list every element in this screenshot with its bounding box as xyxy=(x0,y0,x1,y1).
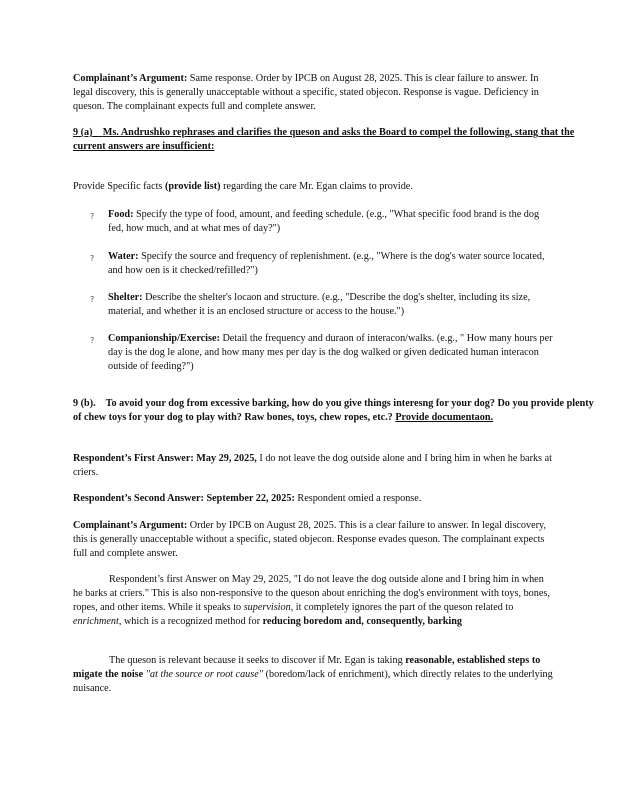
para-text: Respondent’s first Answer on May 29, 2025, "I do not leave the dog outside alone and I bring him in when he barks at criers." This is also non-responsive to the queson about enriching the dog's environment with toys, bones, ropes, and other items. While it speaks to xyxy=(73,574,550,613)
provide-pre: Provide Specific facts xyxy=(73,181,165,192)
argument-text: Order by IPCB on August 28, 2025. This is a clear failure to answer. In legal discovery, this is generally unacceptable without a specific, stated objecon. Response evades queson. The complainant expects full and complete answer. xyxy=(73,520,547,559)
bullet-label: Water: xyxy=(108,251,139,262)
bullet-text: Specify the source and frequency of replenishment. (e.g., "Where is the dog's water source located, and how oen is it checked/refilled?") xyxy=(108,251,545,276)
para-text: , it completely ignores the part of the queson related to xyxy=(290,602,514,613)
answer-label: Respondent’s Second Answer: September 22, 2025: xyxy=(73,493,295,504)
complainant-argument-1 xyxy=(73,72,553,114)
question-9a xyxy=(73,126,598,154)
para-italic: supervision xyxy=(243,602,291,613)
question-text: Ms. Andrushko rephrases and clarifies the queson and asks the Board to compel the following, stang that the current answers are insufficient: xyxy=(73,127,575,152)
respondent-second-answer xyxy=(73,492,553,506)
question-tail: Provide documentaon. xyxy=(395,412,494,423)
para-text: , which is a recognized method for xyxy=(118,616,263,627)
provide-post: regarding the care Mr. Egan claims to provide. xyxy=(220,181,413,192)
bullet-shelter xyxy=(108,291,553,319)
argument-label: Complainant’s Argument: xyxy=(73,73,188,84)
para-bold: reasonable, established steps to migate the noise xyxy=(73,655,541,680)
answer-text: Respondent omied a response. xyxy=(294,493,422,504)
para-italic: enrichment xyxy=(73,616,119,627)
bullet-text: Detail the frequency and duraon of interacon/walks. (e.g., " How many hours per day is the dog le alone, and how many mes per day is the dog walked or given dedicated human interacon outside of feeding?") xyxy=(108,333,553,372)
bullet-text: Specify the type of food, amount, and feeding schedule. (e.g., "What specific food brand is the dog fed, how much, and at what mes of day?") xyxy=(108,209,540,234)
bullet-label: Food: xyxy=(108,209,134,220)
para-text: (boredom/lack of enrichment), which directly relates to the underlying nuisance. xyxy=(73,669,553,694)
provide-facts-line xyxy=(73,180,553,194)
para-bold: reducing boredom and, consequently, barking xyxy=(262,616,463,627)
argument-label: Complainant’s Argument: xyxy=(73,520,188,531)
bullet-marker: ? xyxy=(90,212,95,221)
bullet-companionship xyxy=(108,332,553,374)
bullet-marker: ? xyxy=(90,295,95,304)
answer-label: Respondent’s First Answer: May 29, 2025, xyxy=(73,453,257,464)
question-number: 9 (b). xyxy=(73,398,96,409)
question-number: 9 (a) xyxy=(73,127,93,138)
respondent-first-answer xyxy=(73,452,553,480)
bullet-water xyxy=(108,250,553,278)
provide-bold: (provide list) xyxy=(164,181,221,192)
bullet-text: Describe the shelter's locaon and structure. (e.g., "Describe the dog's shelter, including its size, material, and whether it is an enclosed structure or access to the house.") xyxy=(108,292,531,317)
bullet-food xyxy=(108,208,553,236)
bullet-label: Shelter: xyxy=(108,292,143,303)
para-italic: "at the source or root cause" xyxy=(143,669,264,680)
question-text: To avoid your dog from excessive barking, how do you give things interesng for your dog? Do you provide plenty of chew toys for your dog to play with? Raw bones, toys, chew ropes, etc.? xyxy=(73,398,594,423)
analysis-paragraph-1 xyxy=(73,573,553,629)
bullet-marker: ? xyxy=(90,254,95,263)
complainant-argument-2 xyxy=(73,519,553,561)
analysis-paragraph-2 xyxy=(73,654,553,696)
para-text: The queson is relevant because it seeks to discover if Mr. Egan is taking xyxy=(109,655,406,666)
question-9b xyxy=(73,397,598,425)
argument-text: Same response. Order by IPCB on August 28, 2025. This is clear failure to answer. In legal discovery, this is generally unacceptable without a specific, stated objecon. Response is vague. Deficiency in queson. The complainant expects full and complete answer. xyxy=(73,73,539,112)
bullet-label: Companionship/Exercise: xyxy=(108,333,220,344)
answer-text: I do not leave the dog outside alone and I bring him in when he barks at criers. xyxy=(73,453,552,478)
bullet-marker: ? xyxy=(90,336,95,345)
